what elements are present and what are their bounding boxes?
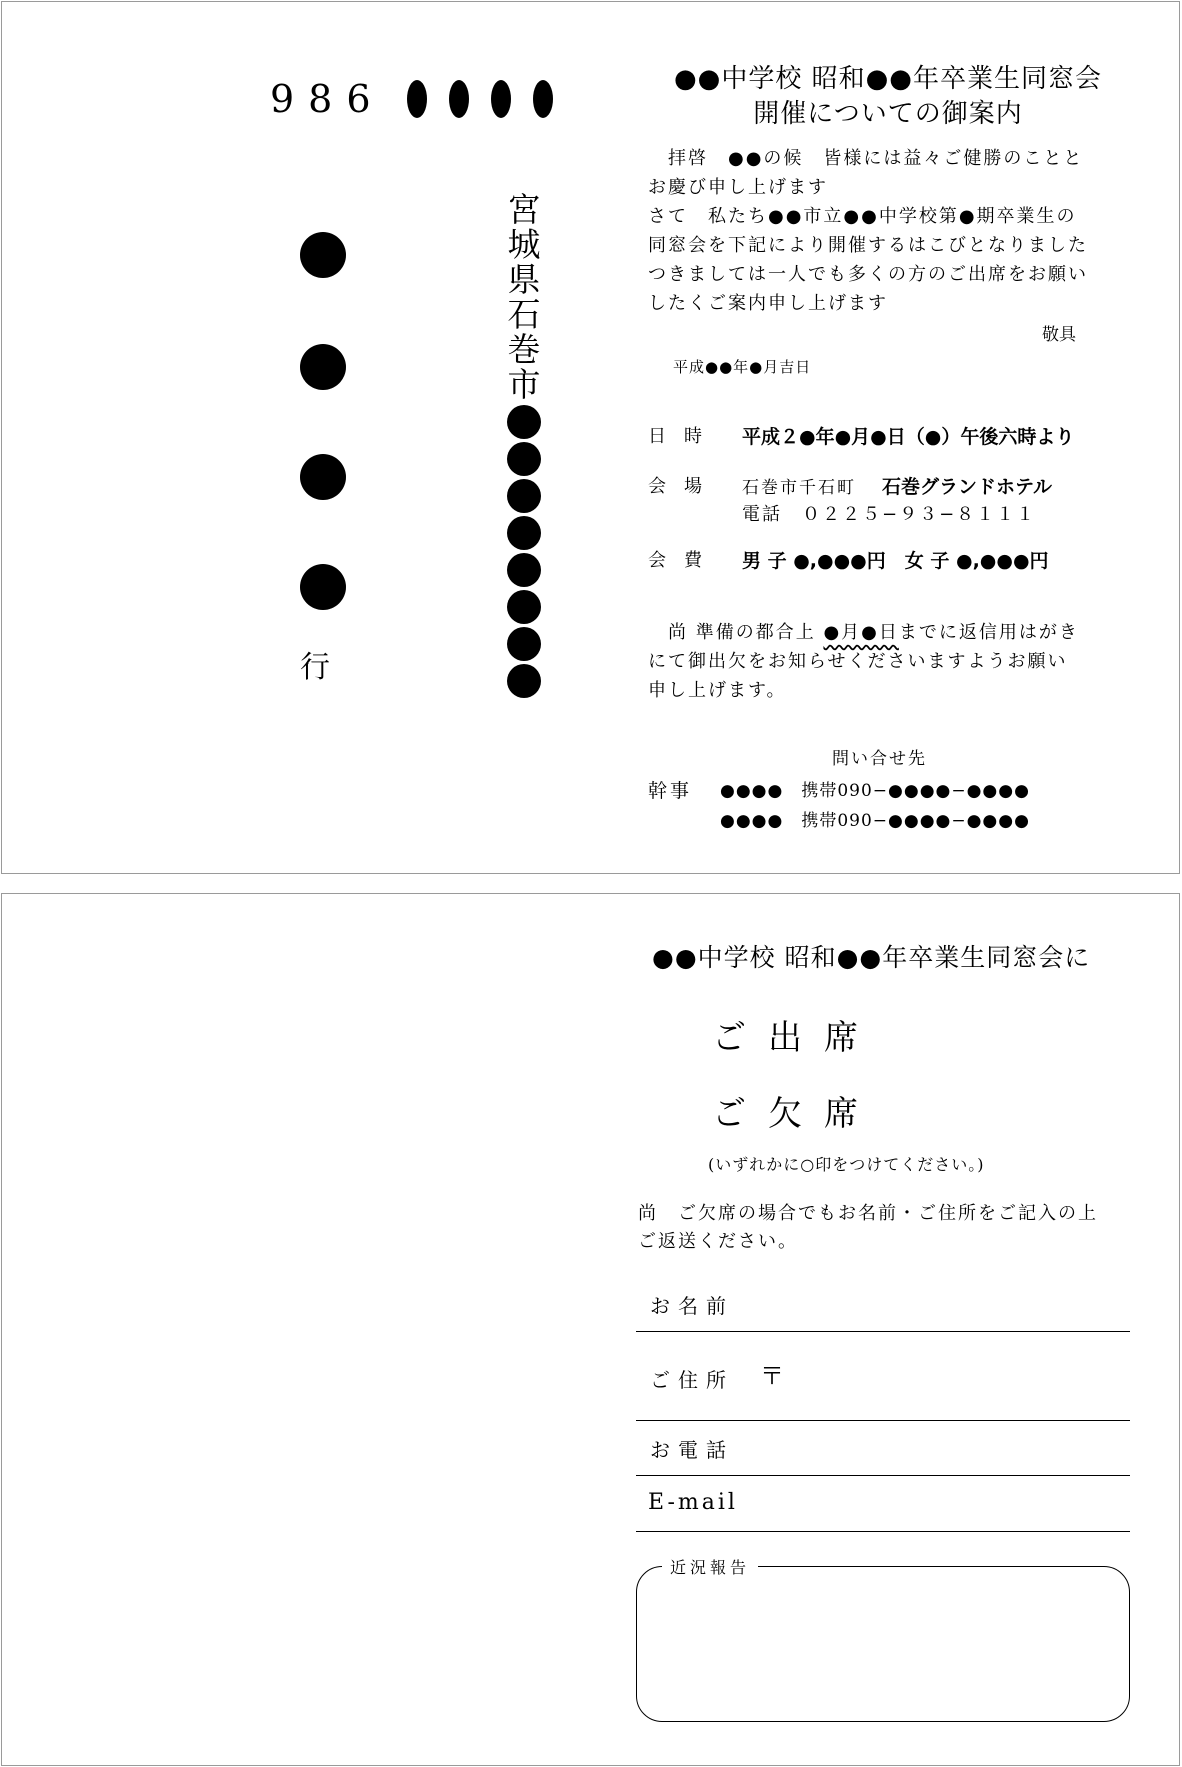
address-text: 宮城県石巻市 <box>507 190 541 404</box>
body-line: さて 私たち●●市立●●中学校第●期卒業生の <box>648 206 1077 227</box>
phone-field-label: お電話 <box>650 1438 734 1462</box>
fee-label: 会費 <box>648 550 720 571</box>
organizer-label: 幹事 <box>648 780 693 802</box>
rsvp-note <box>648 618 1118 705</box>
hidden-digit-1 <box>407 80 427 118</box>
venue-label: 会場 <box>648 476 720 497</box>
circle-instruction: (いずれかに○印をつけてください。) <box>708 1155 985 1174</box>
note-rest: までに返信用はがき <box>898 622 1079 643</box>
redaction-dot <box>507 590 541 624</box>
reply-note-line: ご返送ください。 <box>638 1231 798 1252</box>
address-field-label: ご住所 <box>650 1368 734 1392</box>
redaction-dot <box>507 627 541 661</box>
body-line: つきましては一人でも多くの方のご出席をお願い <box>648 264 1088 285</box>
option-absent[interactable]: ご欠席 <box>712 1094 880 1134</box>
reply-note <box>638 1200 1148 1256</box>
reply-note-line: 尚 ご欠席の場合でもお名前・ご住所をご記入の上 <box>638 1203 1098 1224</box>
redaction-dot <box>300 232 346 278</box>
invitation-postcard <box>1 1 1180 874</box>
hidden-digit-3 <box>491 80 511 118</box>
body-line: 拝啓 ●●の候 皆様には益々ご健勝のことと <box>648 148 1084 169</box>
title-line-1: ●●中学校 昭和●●年卒業生同窓会 <box>673 64 1102 94</box>
note-line: 申し上げます。 <box>648 680 787 701</box>
recipient-suffix: 行 <box>300 650 330 685</box>
fee-value: 男 子 ●,●●●円 女 子 ●,●●●円 <box>742 550 1049 572</box>
redaction-dot <box>507 553 541 587</box>
email-field-label: E-mail <box>648 1490 738 1515</box>
redaction-dot <box>507 442 541 476</box>
venue-address: 石巻市千石町 <box>742 478 856 498</box>
postal-mark: 〒 <box>760 1362 784 1390</box>
redaction-dot <box>507 664 541 698</box>
title-line-2: 開催についての御案内 <box>753 99 1023 129</box>
contact-row: ●●●● 携帯090−●●●●−●●●● <box>720 781 1030 801</box>
contact-heading: 問い合せ先 <box>832 749 927 769</box>
hidden-digit-4 <box>533 80 553 118</box>
rsvp-deadline: ●月●日 <box>823 622 899 643</box>
letter-date: 平成●●年●月吉日 <box>673 358 812 376</box>
greeting-body <box>648 144 1118 318</box>
note-prefix: 尚 準備の都合上 <box>648 622 824 643</box>
closing-word: 敬具 <box>1042 325 1076 345</box>
datetime-value: 平成２●年●月●日（●）午後六時より <box>742 426 1075 448</box>
redaction-dot <box>507 405 541 439</box>
name-field-label: お名前 <box>650 1294 734 1318</box>
venue-name: 石巻グランドホテル <box>882 476 1053 498</box>
datetime-label: 日時 <box>648 426 720 447</box>
vertical-address <box>502 192 546 698</box>
postal-prefix: 986 <box>270 77 385 121</box>
body-line: したくご案内申し上げます <box>648 293 888 314</box>
redaction-dot <box>507 479 541 513</box>
hidden-digit-2 <box>449 80 469 118</box>
redaction-dot <box>300 564 346 610</box>
body-line: お慶び申し上げます <box>648 177 828 198</box>
option-attend[interactable]: ご出席 <box>712 1018 880 1058</box>
redaction-dot <box>300 344 346 390</box>
address-field-line[interactable] <box>636 1420 1130 1421</box>
invitation-title <box>638 62 1138 132</box>
news-report-box[interactable] <box>636 1566 1130 1722</box>
note-line: にて御出欠をお知らせくださいますようお願い <box>648 651 1068 672</box>
postal-code <box>270 76 553 122</box>
email-field-line[interactable] <box>636 1531 1130 1532</box>
contact-row: ●●●● 携帯090−●●●●−●●●● <box>720 811 1030 831</box>
redaction-dot <box>507 516 541 550</box>
reply-title: ●●中学校 昭和●●年卒業生同窓会に <box>652 943 1091 972</box>
name-field-line[interactable] <box>636 1331 1130 1332</box>
body-line: 同窓会を下記により開催するはこびとなりました <box>648 235 1088 256</box>
venue-phone: 電話 ０２２５−９３−８１１１ <box>742 504 1037 525</box>
phone-field-line[interactable] <box>636 1475 1130 1476</box>
redaction-dot <box>300 454 346 500</box>
news-report-label: 近況報告 <box>662 1555 758 1578</box>
